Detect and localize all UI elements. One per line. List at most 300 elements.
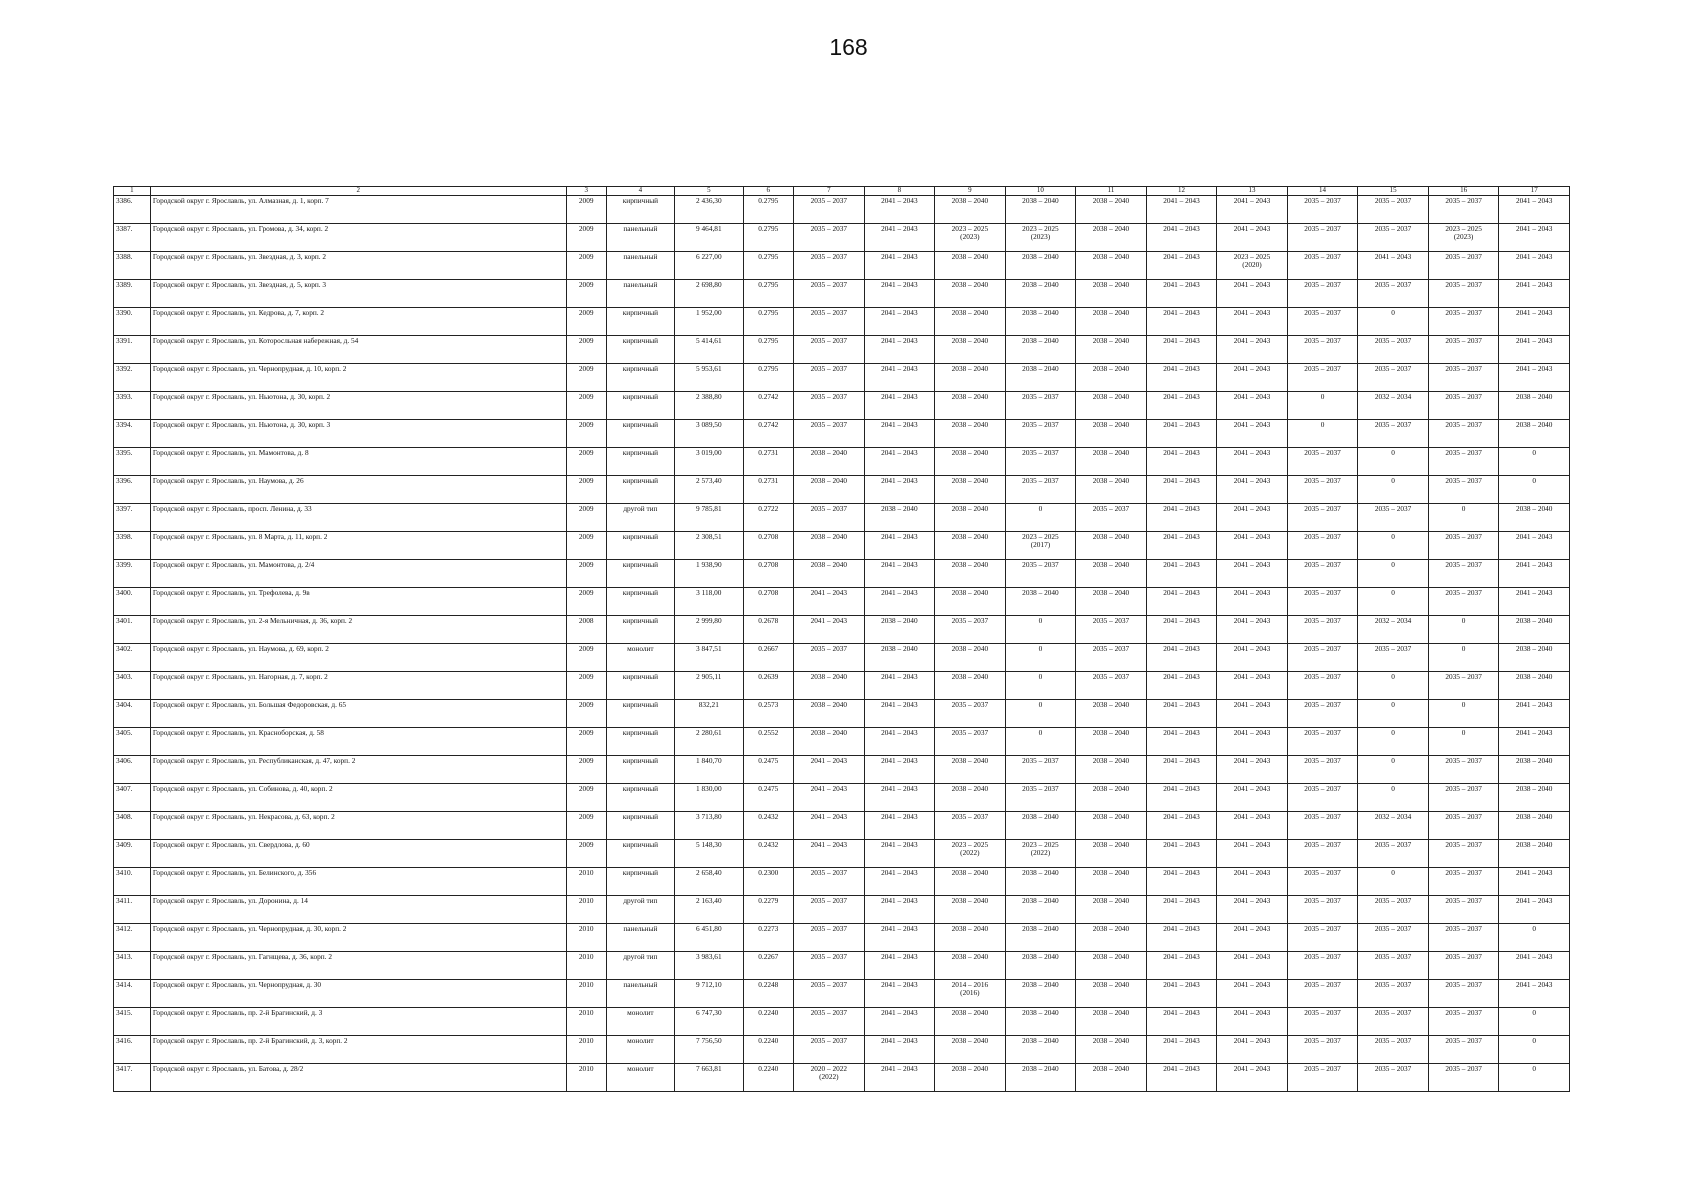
table-cell: 2035 – 2037: [935, 700, 1006, 728]
table-cell: 2041 – 2043: [1146, 1064, 1217, 1092]
table-cell: 2041 – 2043: [1146, 364, 1217, 392]
table-cell: 2035 – 2037: [935, 728, 1006, 756]
table-cell: 0: [1358, 756, 1429, 784]
table-cell: 0: [1358, 588, 1429, 616]
table-cell: 2 308,51: [675, 532, 743, 560]
table-cell: 0: [1358, 532, 1429, 560]
address-cell: Городской округ г. Ярославль, ул. 2-я Мельничная, д. 36, корп. 2: [150, 616, 566, 644]
table-cell: 2035 – 2037: [1428, 924, 1499, 952]
table-cell: 2038 – 2040: [1499, 812, 1570, 840]
table-cell: 2041 – 2043: [864, 280, 935, 308]
table-row: [114, 700, 1570, 728]
address-cell: Городской округ г. Ярославль, ул. Ньютона, д. 30, корп. 2: [150, 392, 566, 420]
table-cell: 0: [1358, 672, 1429, 700]
row-number: 3396.: [114, 476, 151, 504]
table-cell: 2041 – 2043: [1499, 980, 1570, 1008]
table-cell: 0: [1358, 560, 1429, 588]
table-cell: 0: [1287, 392, 1358, 420]
table-cell: 2041 – 2043: [1146, 476, 1217, 504]
table-cell: 2041 – 2043: [1217, 392, 1288, 420]
table-cell: 2038 – 2040: [935, 336, 1006, 364]
table-cell: 1 840,70: [675, 756, 743, 784]
table-cell: 2035 – 2037: [1005, 756, 1076, 784]
table-cell: 0.2475: [743, 784, 794, 812]
table-cell: 2041 – 2043: [864, 756, 935, 784]
page-number: 168: [829, 34, 868, 60]
table-cell: 2038 – 2040: [1076, 1064, 1147, 1092]
address-cell: Городской округ г. Ярославль, ул. Громова, д. 34, корп. 2: [150, 224, 566, 252]
table-cell: 2009: [566, 700, 606, 728]
table-cell: панельный: [606, 252, 674, 280]
table-cell: 2010: [566, 980, 606, 1008]
table-cell: 2041 – 2043: [1146, 588, 1217, 616]
column-header: 3: [566, 187, 606, 196]
table-cell: 2041 – 2043: [1146, 868, 1217, 896]
table-cell: 9 712,10: [675, 980, 743, 1008]
table-cell: 2041 – 2043: [1146, 560, 1217, 588]
row-number: 3387.: [114, 224, 151, 252]
table-cell: 0: [1499, 924, 1570, 952]
address-cell: Городской округ г. Ярославль, ул. Звездная, д. 3, корп. 2: [150, 252, 566, 280]
table-cell: 2041 – 2043: [1217, 952, 1288, 980]
table-cell: 2038 – 2040: [935, 1008, 1006, 1036]
table-cell: 2038 – 2040: [1499, 616, 1570, 644]
table-cell: 2035 – 2037: [1287, 448, 1358, 476]
table-cell: 0.2432: [743, 812, 794, 840]
column-header: 8: [864, 187, 935, 196]
address-cell: Городской округ г. Ярославль, ул. Чернопрудная, д. 10, корп. 2: [150, 364, 566, 392]
table-cell: 2041 – 2043: [864, 224, 935, 252]
table-cell: 3 847,51: [675, 644, 743, 672]
table-cell: 2041 – 2043: [1217, 196, 1288, 224]
table-cell: 2035 – 2037: [1287, 196, 1358, 224]
table-cell: 2041 – 2043: [1499, 728, 1570, 756]
address-cell: Городской округ г. Ярославль, ул. Чернопрудная, д. 30, корп. 2: [150, 924, 566, 952]
table-row: [114, 616, 1570, 644]
row-number: 3414.: [114, 980, 151, 1008]
table-cell: 2041 – 2043: [864, 840, 935, 868]
address-cell: Городской округ г. Ярославль, пр. 2-й Брагинский, д. 3, корп. 2: [150, 1036, 566, 1064]
address-cell: Городской округ г. Ярославль, ул. Ньютона, д. 30, корп. 3: [150, 420, 566, 448]
table-cell: 2038 – 2040: [935, 420, 1006, 448]
table-cell: 0.2248: [743, 980, 794, 1008]
table-cell: 2038 – 2040: [1499, 756, 1570, 784]
table-cell: 2038 – 2040: [794, 448, 865, 476]
table-cell: 0.2279: [743, 896, 794, 924]
table-cell: 2035 – 2037: [1428, 756, 1499, 784]
table-cell: 2035 – 2037: [1428, 420, 1499, 448]
table-cell: 2041 – 2043: [1499, 308, 1570, 336]
table-cell: 9 785,81: [675, 504, 743, 532]
table-cell: 2041 – 2043: [864, 476, 935, 504]
table-cell: 2023 – 2025 (2017): [1005, 532, 1076, 560]
table-cell: 2041 – 2043: [1146, 308, 1217, 336]
table-cell: 2041 – 2043: [1499, 364, 1570, 392]
table-cell: 2038 – 2040: [935, 756, 1006, 784]
table-cell: 2038 – 2040: [1005, 896, 1076, 924]
table-cell: 2041 – 2043: [864, 952, 935, 980]
table-cell: 0: [1287, 420, 1358, 448]
table-cell: 0.2432: [743, 840, 794, 868]
table-cell: 0: [1005, 672, 1076, 700]
table-cell: 0.2795: [743, 224, 794, 252]
table-cell: 2035 – 2037: [1287, 896, 1358, 924]
table-cell: 2009: [566, 224, 606, 252]
table-cell: 2035 – 2037: [1287, 700, 1358, 728]
table-cell: 2038 – 2040: [1005, 280, 1076, 308]
table-cell: 2041 – 2043: [1146, 336, 1217, 364]
table-cell: кирпичный: [606, 420, 674, 448]
row-number: 3394.: [114, 420, 151, 448]
table-cell: 2041 – 2043: [1217, 560, 1288, 588]
table-cell: 2038 – 2040: [1076, 196, 1147, 224]
table-row: [114, 980, 1570, 1008]
table-cell: 2 658,40: [675, 868, 743, 896]
table-cell: 2038 – 2040: [794, 532, 865, 560]
table-cell: 2038 – 2040: [1076, 364, 1147, 392]
table-cell: 2041 – 2043: [1499, 252, 1570, 280]
table-cell: 2041 – 2043: [864, 728, 935, 756]
table-cell: 6 747,30: [675, 1008, 743, 1036]
table-cell: кирпичный: [606, 196, 674, 224]
table-cell: 2038 – 2040: [1076, 980, 1147, 1008]
table-row: [114, 896, 1570, 924]
table-cell: 2035 – 2037: [1287, 560, 1358, 588]
table-cell: 2041 – 2043: [1499, 700, 1570, 728]
table-cell: 2041 – 2043: [1217, 924, 1288, 952]
table-cell: 2038 – 2040: [1076, 308, 1147, 336]
table-cell: 2038 – 2040: [935, 364, 1006, 392]
table-cell: 0.2639: [743, 672, 794, 700]
table-cell: 2041 – 2043: [1146, 980, 1217, 1008]
table-cell: 2035 – 2037: [794, 896, 865, 924]
table-cell: 2035 – 2037: [794, 280, 865, 308]
table-cell: 0: [1005, 728, 1076, 756]
table-cell: 0: [1005, 616, 1076, 644]
table-cell: 2038 – 2040: [1076, 224, 1147, 252]
table-row: [114, 672, 1570, 700]
table-cell: 2038 – 2040: [1499, 392, 1570, 420]
address-cell: Городской округ г. Ярославль, ул. Нагорная, д. 7, корп. 2: [150, 672, 566, 700]
table-cell: 2038 – 2040: [1076, 700, 1147, 728]
table-cell: 2041 – 2043: [1146, 392, 1217, 420]
table-cell: 2035 – 2037: [1287, 840, 1358, 868]
column-header: 2: [150, 187, 566, 196]
table-cell: 2041 – 2043: [794, 812, 865, 840]
table-cell: 2035 – 2037: [1287, 952, 1358, 980]
table-cell: 2041 – 2043: [1358, 252, 1429, 280]
table-cell: 2035 – 2037: [794, 392, 865, 420]
table-cell: 5 148,30: [675, 840, 743, 868]
table-row: [114, 504, 1570, 532]
table-cell: 0.2573: [743, 700, 794, 728]
table-cell: 5 953,61: [675, 364, 743, 392]
table-cell: 2041 – 2043: [1217, 728, 1288, 756]
table-cell: 2009: [566, 336, 606, 364]
table-cell: 2035 – 2037: [1428, 252, 1499, 280]
table-cell: кирпичный: [606, 840, 674, 868]
table-cell: кирпичный: [606, 700, 674, 728]
table-cell: 2 388,80: [675, 392, 743, 420]
table-cell: 2038 – 2040: [935, 476, 1006, 504]
table-cell: 2041 – 2043: [1146, 1008, 1217, 1036]
table-cell: 0: [1499, 1064, 1570, 1092]
table-row: [114, 476, 1570, 504]
table-cell: 832,21: [675, 700, 743, 728]
table-cell: 2038 – 2040: [935, 504, 1006, 532]
row-number: 3412.: [114, 924, 151, 952]
table-cell: 2035 – 2037: [1428, 336, 1499, 364]
table-cell: 0.2708: [743, 532, 794, 560]
table-cell: 2023 – 2025 (2022): [935, 840, 1006, 868]
table-cell: 2035 – 2037: [1287, 1008, 1358, 1036]
table-cell: 0.2795: [743, 196, 794, 224]
table-cell: 2038 – 2040: [935, 644, 1006, 672]
table-cell: 2 280,61: [675, 728, 743, 756]
table-cell: 0.2667: [743, 644, 794, 672]
table-cell: 2038 – 2040: [1005, 812, 1076, 840]
row-number: 3392.: [114, 364, 151, 392]
table-cell: 2035 – 2037: [1428, 812, 1499, 840]
table-cell: 2035 – 2037: [1428, 364, 1499, 392]
table-cell: 2035 – 2037: [1287, 476, 1358, 504]
table-cell: 0.2240: [743, 1064, 794, 1092]
table-row: [114, 868, 1570, 896]
table-cell: 2041 – 2043: [1146, 784, 1217, 812]
table-cell: 1 952,00: [675, 308, 743, 336]
table-cell: 2038 – 2040: [935, 896, 1006, 924]
table-cell: 2038 – 2040: [935, 1036, 1006, 1064]
table-cell: 2041 – 2043: [1217, 644, 1288, 672]
table-cell: 2038 – 2040: [935, 560, 1006, 588]
address-cell: Городской округ г. Ярославль, ул. Белинского, д. 356: [150, 868, 566, 896]
table-cell: 2035 – 2037: [935, 616, 1006, 644]
table-cell: 2035 – 2037: [1358, 1064, 1429, 1092]
table-cell: монолит: [606, 1008, 674, 1036]
table-cell: 2041 – 2043: [864, 812, 935, 840]
table-row: [114, 728, 1570, 756]
address-cell: Городской округ г. Ярославль, просп. Ленина, д. 33: [150, 504, 566, 532]
table-cell: 2035 – 2037: [794, 1036, 865, 1064]
table-cell: 2041 – 2043: [864, 896, 935, 924]
table-cell: 2041 – 2043: [864, 672, 935, 700]
table-cell: 0: [1358, 868, 1429, 896]
table-row: [114, 784, 1570, 812]
table-cell: 2041 – 2043: [1217, 1064, 1288, 1092]
table-cell: 2032 – 2034: [1358, 392, 1429, 420]
table-cell: 2009: [566, 420, 606, 448]
table-cell: 2035 – 2037: [1287, 224, 1358, 252]
table-cell: 2035 – 2037: [1076, 504, 1147, 532]
table-cell: 2041 – 2043: [1499, 280, 1570, 308]
table-cell: 2035 – 2037: [1428, 476, 1499, 504]
table-cell: 2041 – 2043: [1217, 616, 1288, 644]
table-cell: 2009: [566, 252, 606, 280]
table-cell: 2009: [566, 560, 606, 588]
table-cell: 2023 – 2025 (2022): [1005, 840, 1076, 868]
table-cell: 0: [1428, 504, 1499, 532]
table-cell: 2041 – 2043: [1217, 672, 1288, 700]
table-cell: 2035 – 2037: [1287, 1064, 1358, 1092]
table-cell: 2035 – 2037: [1428, 448, 1499, 476]
table-cell: 2041 – 2043: [864, 532, 935, 560]
table-cell: 3 019,00: [675, 448, 743, 476]
table-cell: 2041 – 2043: [1499, 868, 1570, 896]
table-cell: кирпичный: [606, 728, 674, 756]
address-cell: Городской округ г. Ярославль, ул. 8 Марта, д. 11, корп. 2: [150, 532, 566, 560]
table-cell: 0.2731: [743, 448, 794, 476]
table-cell: 2035 – 2037: [794, 252, 865, 280]
table-cell: 2041 – 2043: [864, 252, 935, 280]
table-cell: 2038 – 2040: [794, 476, 865, 504]
table-cell: 0: [1499, 476, 1570, 504]
table-cell: 2041 – 2043: [1217, 700, 1288, 728]
table-cell: 7 756,50: [675, 1036, 743, 1064]
table-cell: 2041 – 2043: [1217, 756, 1288, 784]
table-cell: 2009: [566, 588, 606, 616]
table-cell: 2023 – 2025 (2023): [935, 224, 1006, 252]
table-cell: 2038 – 2040: [1076, 560, 1147, 588]
row-number: 3408.: [114, 812, 151, 840]
table-cell: 2038 – 2040: [1076, 588, 1147, 616]
table-row: [114, 812, 1570, 840]
table-cell: 0.2475: [743, 756, 794, 784]
table-cell: 2038 – 2040: [935, 868, 1006, 896]
table-cell: 2035 – 2037: [1005, 448, 1076, 476]
table-cell: 2035 – 2037: [1358, 644, 1429, 672]
table-cell: 2038 – 2040: [1076, 1036, 1147, 1064]
table-cell: 0: [1428, 644, 1499, 672]
table-cell: 2041 – 2043: [1499, 560, 1570, 588]
table-cell: 2041 – 2043: [1146, 280, 1217, 308]
table-cell: 2041 – 2043: [1217, 840, 1288, 868]
table-cell: 0.2708: [743, 560, 794, 588]
table-cell: 2009: [566, 840, 606, 868]
table-cell: 2038 – 2040: [1076, 336, 1147, 364]
table-row: [114, 588, 1570, 616]
table-cell: 2038 – 2040: [1005, 364, 1076, 392]
table-cell: 2035 – 2037: [1287, 308, 1358, 336]
table-cell: 2038 – 2040: [1005, 336, 1076, 364]
table-cell: 2035 – 2037: [1358, 364, 1429, 392]
address-cell: Городской округ г. Ярославль, ул. Большая Федоровская, д. 65: [150, 700, 566, 728]
table-cell: 6 451,80: [675, 924, 743, 952]
table-cell: 2035 – 2037: [794, 336, 865, 364]
table-cell: 2038 – 2040: [1005, 980, 1076, 1008]
table-cell: 2010: [566, 896, 606, 924]
table-cell: панельный: [606, 280, 674, 308]
table-cell: 2038 – 2040: [1499, 644, 1570, 672]
table-cell: 2023 – 2025 (2023): [1005, 224, 1076, 252]
table-cell: 2035 – 2037: [1428, 392, 1499, 420]
table-cell: 2035 – 2037: [1428, 840, 1499, 868]
table-cell: кирпичный: [606, 784, 674, 812]
table-row: [114, 448, 1570, 476]
table-cell: 2035 – 2037: [1358, 1036, 1429, 1064]
table-cell: 2041 – 2043: [1499, 896, 1570, 924]
table-cell: 2041 – 2043: [1146, 728, 1217, 756]
table-row: [114, 420, 1570, 448]
table-cell: 2 698,80: [675, 280, 743, 308]
row-number: 3416.: [114, 1036, 151, 1064]
table-cell: 2038 – 2040: [935, 448, 1006, 476]
table-cell: 2041 – 2043: [1146, 448, 1217, 476]
table-cell: 2008: [566, 616, 606, 644]
column-header: 6: [743, 187, 794, 196]
row-number: 3401.: [114, 616, 151, 644]
table-cell: 2038 – 2040: [1076, 532, 1147, 560]
table-cell: 2035 – 2037: [1287, 1036, 1358, 1064]
table-cell: 2038 – 2040: [1499, 784, 1570, 812]
table-cell: 2035 – 2037: [1428, 1036, 1499, 1064]
table-cell: 2035 – 2037: [794, 644, 865, 672]
table-cell: 2035 – 2037: [794, 868, 865, 896]
table-cell: 2010: [566, 1064, 606, 1092]
table-cell: 2035 – 2037: [1428, 784, 1499, 812]
table-row: [114, 560, 1570, 588]
table-cell: 2041 – 2043: [1146, 840, 1217, 868]
table-cell: 2009: [566, 448, 606, 476]
table-cell: 2038 – 2040: [1499, 672, 1570, 700]
table-cell: 2041 – 2043: [1217, 868, 1288, 896]
table-cell: 2041 – 2043: [1146, 252, 1217, 280]
table-cell: 2035 – 2037: [794, 420, 865, 448]
address-cell: Городской округ г. Ярославль, ул. Мамонтова, д. 8: [150, 448, 566, 476]
table-cell: 2035 – 2037: [1287, 868, 1358, 896]
table-cell: 6 227,00: [675, 252, 743, 280]
table-cell: 2041 – 2043: [1217, 784, 1288, 812]
table-cell: 2038 – 2040: [1005, 868, 1076, 896]
table-cell: 2041 – 2043: [1146, 616, 1217, 644]
table-cell: кирпичный: [606, 364, 674, 392]
table-cell: 2035 – 2037: [1428, 952, 1499, 980]
table-cell: 2035 – 2037: [1358, 336, 1429, 364]
table-cell: 2041 – 2043: [1217, 1008, 1288, 1036]
table-cell: 2041 – 2043: [864, 1064, 935, 1092]
table-cell: 0: [1005, 700, 1076, 728]
table-cell: 2009: [566, 196, 606, 224]
table-cell: 2038 – 2040: [935, 952, 1006, 980]
table-cell: 2038 – 2040: [1076, 784, 1147, 812]
table-cell: кирпичный: [606, 868, 674, 896]
table-cell: 2035 – 2037: [1005, 784, 1076, 812]
table-cell: 2035 – 2037: [935, 812, 1006, 840]
table-cell: 2 573,40: [675, 476, 743, 504]
column-header: 12: [1146, 187, 1217, 196]
table-cell: 2038 – 2040: [1076, 476, 1147, 504]
table-cell: 2038 – 2040: [794, 728, 865, 756]
table-cell: 2 436,30: [675, 196, 743, 224]
table-row: [114, 532, 1570, 560]
table-cell: 2041 – 2043: [1217, 420, 1288, 448]
table-cell: 2020 – 2022 (2022): [794, 1064, 865, 1092]
table-cell: 0.2552: [743, 728, 794, 756]
table-cell: 2041 – 2043: [1146, 224, 1217, 252]
table-cell: 2010: [566, 924, 606, 952]
table-row: [114, 224, 1570, 252]
table-cell: 3 118,00: [675, 588, 743, 616]
table-cell: 2035 – 2037: [1428, 1064, 1499, 1092]
table-cell: 2038 – 2040: [794, 672, 865, 700]
table-cell: 2038 – 2040: [864, 644, 935, 672]
table-cell: 2038 – 2040: [1005, 1036, 1076, 1064]
address-cell: Городской округ г. Ярославль, ул. Батова, д. 28/2: [150, 1064, 566, 1092]
table-cell: 2035 – 2037: [1076, 616, 1147, 644]
table-cell: 2038 – 2040: [1076, 252, 1147, 280]
table-cell: 0.2795: [743, 308, 794, 336]
table-cell: 2010: [566, 1008, 606, 1036]
row-number: 3395.: [114, 448, 151, 476]
